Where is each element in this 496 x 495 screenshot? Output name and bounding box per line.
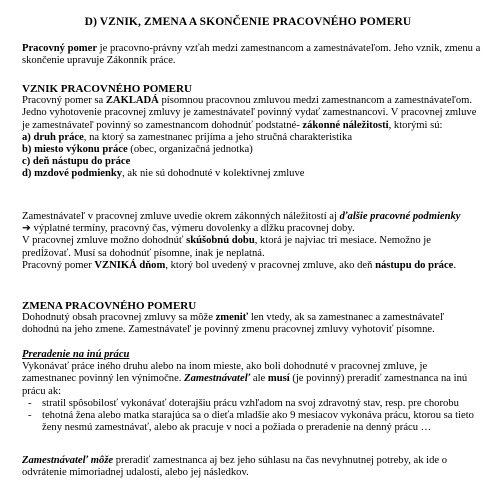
text-run: preradiť zamestnanca aj bez jeho súhlasu na čas nevyhnutnej potreby, ak ide o odvrátenie mimoriadnej udalosti, alebo jej následkov.: [22, 455, 448, 479]
text-run: ale: [250, 373, 268, 385]
text-run: výplatné termíny, pracovný čas, výmeru dovolenky a dĺžku pracovnej doby.: [30, 223, 355, 235]
emphasis-dalsie-podmienky: ďalšie pracovné podmienky: [339, 211, 461, 222]
text-run: Pracovný pomer: [22, 259, 95, 271]
vznik-paragraph-4: [22, 260, 482, 272]
emphasis-vznika: VZNIKÁ dňom: [94, 259, 166, 271]
vznik-paragraph-2: [22, 211, 482, 235]
list-item-label: d) mzdové podmienky: [22, 168, 123, 180]
list-item-a: [22, 132, 482, 144]
emphasis-zmenit: zmeniť: [215, 312, 249, 324]
text-run: (je povinný) preradiť zamestnanca na inú prácu ak:: [22, 373, 468, 397]
text-run: , ktorý bol uvedený v pracovnej zmluve, ako deň: [165, 259, 376, 271]
zmena-paragraph-3: [22, 455, 482, 479]
zmena-paragraph-1: [22, 312, 482, 336]
section-zmena-closing: [22, 455, 482, 479]
text-run: Pracovný pomer sa: [22, 95, 106, 107]
text-run: , ktorými sú:: [388, 119, 443, 131]
dash-item-1: - stratil spôsobilosť vykonávať doterajšiu prácu vzhľadom na svoj zdravotný stav, resp. pre chorobu: [22, 398, 482, 410]
dash-item-2: - tehotná žena alebo matka starajúca sa o dieťa mladšie ako 9 mesiacov vykonáva prácu, ktorou sa tieto ženy nesmú zamestnávať, alebo ak pracuje v noci a požiada o preradenie na denný prácu …: [22, 410, 482, 434]
emphasis-zaklada: ZAKLADÁ: [105, 95, 159, 107]
page-title: D) VZNIK, ZMENA A SKONČENIE PRACOVNÉHO POMERU: [84, 16, 412, 28]
list-item-label: a) druh práce: [22, 131, 84, 143]
text-run: Zamestnávateľ v pracovnej zmluve uvedie okrem zákonných náležitostí aj: [22, 211, 340, 222]
list-item-label: c) deň nástupu do práce: [22, 156, 131, 168]
list-item-text: , na ktorý sa zamestnanec prijíma a jeho stručná charakteristika: [83, 131, 353, 143]
section-heading-zmena: ZMENA PRACOVNÉHO POMERU: [22, 300, 197, 312]
section-heading-vznik: VZNIK PRACOVNÉHO POMERU: [22, 83, 192, 95]
emphasis-musi: musí: [267, 373, 290, 385]
list-item-text: (obec, organizačná jednotka): [127, 144, 253, 156]
emphasis-nalezitosti: zákonné náležitosti: [302, 119, 389, 131]
section-vznik: [22, 83, 482, 181]
text-run: Vykonávať práce iného druhu alebo na inom mieste, ako boli dohodnuté v pracovnej zmluve, je zamestnanec povinný len výnimočne.: [22, 361, 428, 385]
section-vznik-details: [22, 211, 482, 272]
intro-text: je pracovno-právny vzťah medzi zamestnancom a zamestnávateľom. Jeho vznik, zmenu a skončenie upravuje Zákonník práce.: [22, 43, 481, 67]
vznik-paragraph-3: [22, 235, 482, 259]
intro-paragraph: [22, 43, 482, 67]
list-item-d: [22, 168, 482, 180]
list-item-c: [22, 156, 482, 168]
intro-term: Pracovný pomer: [22, 43, 98, 54]
emphasis-zamestnavatel: Zamestnávateľ: [184, 373, 251, 385]
emphasis-skusobna-doba: skúšobnú dobu: [186, 235, 255, 247]
emphasis-zamestnavatel-moze: Zamestnávateľ môže: [22, 455, 114, 466]
vznik-paragraph-1: [22, 95, 482, 132]
zmena-paragraph-2: [22, 361, 482, 398]
emphasis-nastup: nástupu do práce: [375, 259, 454, 271]
section-preradenie: [22, 349, 482, 434]
list-item-label: b) miesto výkonu práce: [22, 144, 128, 156]
text-run: písomnou pracovnou zmluvou medzi zamestnancom a zamestnávateľom. Jedno vyhotovenie pracovnej zmluvy je zamestnávateľ povinný vydať zamestnancovi. V pracovnej zmluve je zamestnávateľ povinný so zamestnancom dohodnúť podstatné-: [22, 95, 477, 131]
text-run: Dohodnutý obsah pracovnej zmluvy sa môže: [22, 312, 216, 324]
text-run: .: [453, 259, 457, 271]
text-run: V pracovnej zmluve možno dohodnúť: [22, 235, 187, 247]
section-zmena: [22, 300, 482, 337]
arrow-right-icon: ➔: [22, 223, 31, 235]
list-item-b: [22, 144, 482, 156]
list-item-text: , ak nie sú dohodnuté v kolektívnej zmluve: [122, 168, 305, 180]
text-run: , ktorá je najviac tri mesiace. Nemožno je predĺžovať. Musí sa dohodnúť písomne, inak je neplatná.: [22, 235, 431, 259]
sub-heading-preradenie: Preradenie na inú prácu: [22, 349, 130, 360]
text-run: len vtedy, ak sa zamestnanec a zamestnávateľ dohodnú na jeho zmene. Zamestnávateľ je povinný zmenu pracovnej zmluvy vyhotoviť písomne.: [22, 312, 445, 336]
